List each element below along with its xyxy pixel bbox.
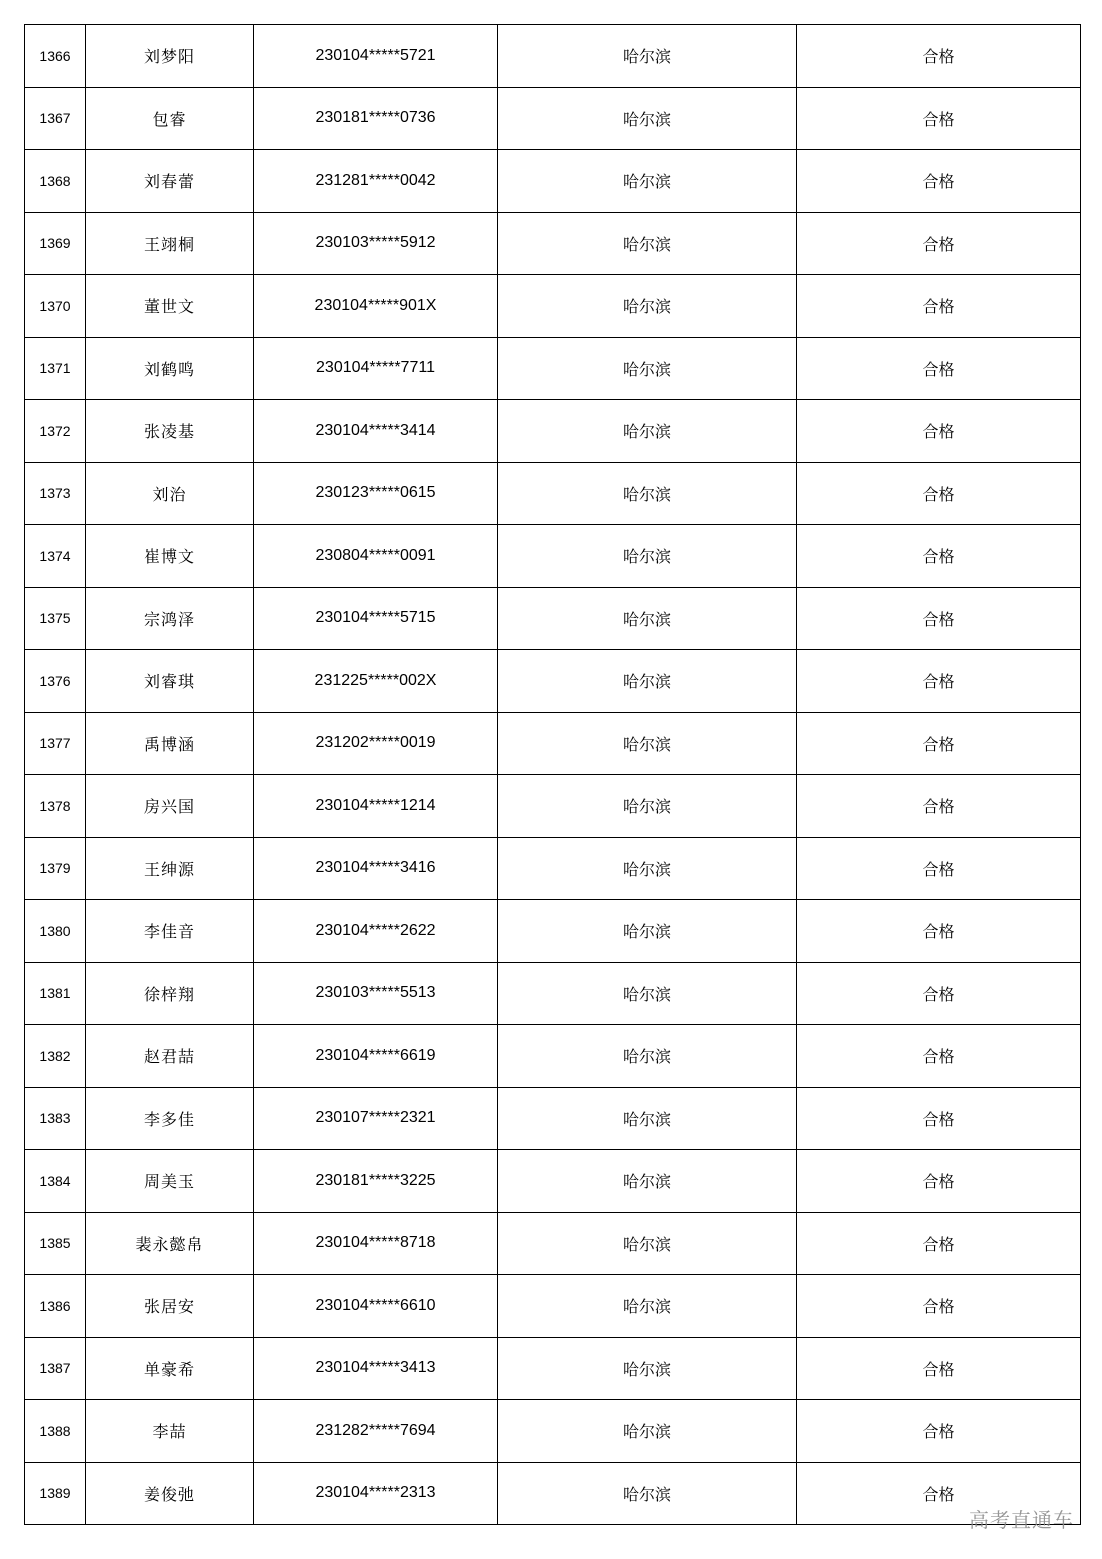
- table-row: [25, 25, 1081, 88]
- cell-result: 合格: [797, 1462, 1081, 1525]
- cell-seq: 1388: [25, 1400, 86, 1463]
- cell-result: 合格: [797, 462, 1081, 525]
- cell-city: 哈尔滨: [498, 87, 797, 150]
- results-table: [24, 24, 1081, 1525]
- cell-name: 刘睿琪: [86, 650, 254, 713]
- cell-city: 哈尔滨: [498, 1087, 797, 1150]
- table-row: [25, 525, 1081, 588]
- cell-id-number: 230123*****0615: [254, 462, 498, 525]
- cell-name: 张居安: [86, 1275, 254, 1338]
- cell-seq: 1373: [25, 462, 86, 525]
- cell-city: 哈尔滨: [498, 25, 797, 88]
- cell-seq: 1386: [25, 1275, 86, 1338]
- cell-name: 包睿: [86, 87, 254, 150]
- cell-result: 合格: [797, 1212, 1081, 1275]
- cell-id-number: 230104*****7711: [254, 337, 498, 400]
- cell-name: 王翊桐: [86, 212, 254, 275]
- table-row: [25, 1337, 1081, 1400]
- table-row: [25, 1087, 1081, 1150]
- cell-seq: 1384: [25, 1150, 86, 1213]
- cell-id-number: 230104*****8718: [254, 1212, 498, 1275]
- cell-seq: 1381: [25, 962, 86, 1025]
- cell-seq: 1378: [25, 775, 86, 838]
- cell-result: 合格: [797, 212, 1081, 275]
- table-row: [25, 587, 1081, 650]
- cell-city: 哈尔滨: [498, 1462, 797, 1525]
- cell-seq: 1387: [25, 1337, 86, 1400]
- cell-name: 宗鸿泽: [86, 587, 254, 650]
- cell-name: 单豪希: [86, 1337, 254, 1400]
- table-row: [25, 150, 1081, 213]
- cell-result: 合格: [797, 525, 1081, 588]
- cell-result: 合格: [797, 1025, 1081, 1088]
- results-table-body: [25, 25, 1081, 1525]
- cell-city: 哈尔滨: [498, 837, 797, 900]
- cell-result: 合格: [797, 1337, 1081, 1400]
- cell-name: 刘春蕾: [86, 150, 254, 213]
- cell-seq: 1385: [25, 1212, 86, 1275]
- cell-city: 哈尔滨: [498, 1337, 797, 1400]
- cell-name: 禹博涵: [86, 712, 254, 775]
- table-row: [25, 1275, 1081, 1338]
- cell-id-number: 231282*****7694: [254, 1400, 498, 1463]
- cell-result: 合格: [797, 900, 1081, 963]
- cell-result: 合格: [797, 712, 1081, 775]
- cell-id-number: 230104*****5715: [254, 587, 498, 650]
- cell-name: 董世文: [86, 275, 254, 338]
- cell-name: 周美玉: [86, 1150, 254, 1213]
- cell-city: 哈尔滨: [498, 400, 797, 463]
- cell-seq: 1375: [25, 587, 86, 650]
- cell-result: 合格: [797, 775, 1081, 838]
- cell-city: 哈尔滨: [498, 1025, 797, 1088]
- cell-name: 崔博文: [86, 525, 254, 588]
- cell-seq: 1380: [25, 900, 86, 963]
- table-row: [25, 1212, 1081, 1275]
- cell-seq: 1377: [25, 712, 86, 775]
- cell-result: 合格: [797, 275, 1081, 338]
- cell-result: 合格: [797, 587, 1081, 650]
- cell-name: 李多佳: [86, 1087, 254, 1150]
- cell-id-number: 230104*****2622: [254, 900, 498, 963]
- cell-name: 李佳音: [86, 900, 254, 963]
- cell-city: 哈尔滨: [498, 275, 797, 338]
- cell-seq: 1376: [25, 650, 86, 713]
- table-row: [25, 837, 1081, 900]
- cell-id-number: 230104*****5721: [254, 25, 498, 88]
- table-row: [25, 1462, 1081, 1525]
- table-row: [25, 900, 1081, 963]
- watermark-text: 高考直通车: [969, 1508, 1074, 1532]
- cell-id-number: 230181*****3225: [254, 1150, 498, 1213]
- cell-id-number: 230104*****3413: [254, 1337, 498, 1400]
- cell-city: 哈尔滨: [498, 1400, 797, 1463]
- cell-name: 房兴国: [86, 775, 254, 838]
- table-row: [25, 775, 1081, 838]
- cell-seq: 1366: [25, 25, 86, 88]
- cell-id-number: 230104*****6610: [254, 1275, 498, 1338]
- cell-id-number: 230104*****901X: [254, 275, 498, 338]
- cell-seq: 1368: [25, 150, 86, 213]
- cell-name: 刘梦阳: [86, 25, 254, 88]
- cell-result: 合格: [797, 650, 1081, 713]
- cell-name: 姜俊弛: [86, 1462, 254, 1525]
- cell-id-number: 230103*****5513: [254, 962, 498, 1025]
- cell-id-number: 230104*****3414: [254, 400, 498, 463]
- cell-seq: 1372: [25, 400, 86, 463]
- cell-city: 哈尔滨: [498, 462, 797, 525]
- cell-result: 合格: [797, 25, 1081, 88]
- table-row: [25, 1150, 1081, 1213]
- cell-result: 合格: [797, 87, 1081, 150]
- cell-name: 赵君喆: [86, 1025, 254, 1088]
- cell-seq: 1371: [25, 337, 86, 400]
- cell-city: 哈尔滨: [498, 900, 797, 963]
- cell-id-number: 231202*****0019: [254, 712, 498, 775]
- table-row: [25, 337, 1081, 400]
- cell-id-number: 231281*****0042: [254, 150, 498, 213]
- table-row: [25, 212, 1081, 275]
- cell-name: 李喆: [86, 1400, 254, 1463]
- cell-result: 合格: [797, 337, 1081, 400]
- table-row: [25, 712, 1081, 775]
- cell-seq: 1369: [25, 212, 86, 275]
- cell-id-number: 230107*****2321: [254, 1087, 498, 1150]
- cell-name: 刘鹤鸣: [86, 337, 254, 400]
- table-row: [25, 1025, 1081, 1088]
- table-row: [25, 1400, 1081, 1463]
- cell-seq: 1370: [25, 275, 86, 338]
- table-row: [25, 462, 1081, 525]
- table-row: [25, 400, 1081, 463]
- table-row: [25, 87, 1081, 150]
- cell-result: 合格: [797, 400, 1081, 463]
- cell-id-number: 230181*****0736: [254, 87, 498, 150]
- cell-city: 哈尔滨: [498, 962, 797, 1025]
- cell-result: 合格: [797, 1275, 1081, 1338]
- table-row: [25, 650, 1081, 713]
- cell-seq: 1383: [25, 1087, 86, 1150]
- table-row: [25, 962, 1081, 1025]
- cell-city: 哈尔滨: [498, 1212, 797, 1275]
- cell-result: 合格: [797, 837, 1081, 900]
- cell-result: 合格: [797, 150, 1081, 213]
- cell-name: 张凌基: [86, 400, 254, 463]
- cell-city: 哈尔滨: [498, 712, 797, 775]
- cell-seq: 1374: [25, 525, 86, 588]
- cell-city: 哈尔滨: [498, 1275, 797, 1338]
- cell-id-number: 230804*****0091: [254, 525, 498, 588]
- cell-city: 哈尔滨: [498, 150, 797, 213]
- cell-id-number: 230104*****3416: [254, 837, 498, 900]
- cell-id-number: 231225*****002X: [254, 650, 498, 713]
- cell-id-number: 230103*****5912: [254, 212, 498, 275]
- cell-id-number: 230104*****6619: [254, 1025, 498, 1088]
- cell-id-number: 230104*****2313: [254, 1462, 498, 1525]
- cell-city: 哈尔滨: [498, 650, 797, 713]
- table-row: [25, 275, 1081, 338]
- cell-seq: 1367: [25, 87, 86, 150]
- cell-name: 徐梓翔: [86, 962, 254, 1025]
- cell-city: 哈尔滨: [498, 212, 797, 275]
- cell-city: 哈尔滨: [498, 525, 797, 588]
- cell-result: 合格: [797, 1400, 1081, 1463]
- cell-city: 哈尔滨: [498, 775, 797, 838]
- cell-result: 合格: [797, 962, 1081, 1025]
- cell-city: 哈尔滨: [498, 337, 797, 400]
- cell-name: 刘治: [86, 462, 254, 525]
- cell-seq: 1389: [25, 1462, 86, 1525]
- cell-city: 哈尔滨: [498, 1150, 797, 1213]
- cell-seq: 1382: [25, 1025, 86, 1088]
- cell-city: 哈尔滨: [498, 587, 797, 650]
- cell-result: 合格: [797, 1087, 1081, 1150]
- cell-name: 裴永懿帛: [86, 1212, 254, 1275]
- cell-name: 王绅源: [86, 837, 254, 900]
- cell-result: 合格: [797, 1150, 1081, 1213]
- cell-seq: 1379: [25, 837, 86, 900]
- cell-id-number: 230104*****1214: [254, 775, 498, 838]
